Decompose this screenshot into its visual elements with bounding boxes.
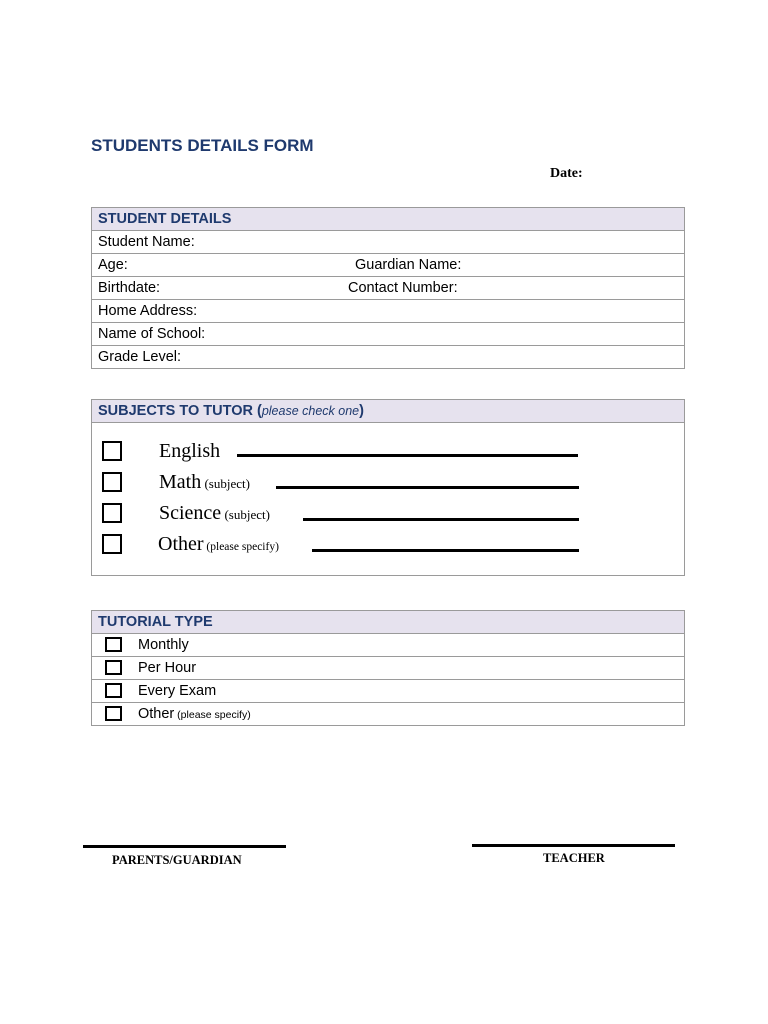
tutorial-type-header: TUTORIAL TYPE <box>92 611 684 634</box>
other-subject-text: Other <box>158 533 204 555</box>
form-title: STUDENTS DETAILS FORM <box>91 136 314 155</box>
subjects-header-close: ) <box>359 403 364 419</box>
birthdate-label: Birthdate: <box>98 280 161 296</box>
date-label: Date: <box>550 166 583 181</box>
tutorial-every-exam-row[interactable] <box>92 680 684 703</box>
english-text: English <box>159 440 221 462</box>
teacher-signature-line[interactable] <box>472 844 675 847</box>
science-label <box>159 501 270 527</box>
english-write-line[interactable] <box>237 454 578 457</box>
tutorial-per-hour-row[interactable] <box>92 657 684 680</box>
birthdate-contact-row[interactable] <box>92 277 684 300</box>
subjects-header-open: ( <box>252 403 262 419</box>
other-subject-checkbox[interactable] <box>102 534 122 554</box>
subjects-section <box>91 399 685 576</box>
other-subject-note: (please specify) <box>203 541 279 553</box>
tutorial-other-row[interactable] <box>92 703 684 725</box>
tutorial-monthly-row[interactable] <box>92 634 684 657</box>
subjects-header-note: please check one <box>261 404 360 418</box>
science-note: (subject) <box>221 507 270 522</box>
other-type-note: (please specify) <box>174 709 251 721</box>
contact-number-label: Contact Number: <box>348 280 458 296</box>
science-checkbox[interactable] <box>102 503 122 523</box>
science-write-line[interactable] <box>303 518 579 521</box>
english-checkbox[interactable] <box>102 441 122 461</box>
math-text: Math <box>159 471 202 493</box>
school-label: Name of School: <box>98 326 206 342</box>
other-subject-write-line[interactable] <box>312 549 579 552</box>
parent-signature-label: PARENTS/GUARDIAN <box>112 853 242 867</box>
other-type-text: Other <box>138 706 175 722</box>
grade-level-label: Grade Level: <box>98 349 182 365</box>
other-subject-label <box>158 532 279 559</box>
subjects-list <box>92 423 684 575</box>
student-details-header: STUDENT DETAILS <box>92 208 684 231</box>
math-checkbox[interactable] <box>102 472 122 492</box>
science-text: Science <box>159 502 222 524</box>
home-address-label: Home Address: <box>98 303 198 319</box>
student-details-section <box>91 207 685 369</box>
subjects-header-title: SUBJECTS TO TUTOR <box>98 403 253 419</box>
monthly-label: Monthly <box>138 637 189 653</box>
school-row[interactable] <box>92 323 684 346</box>
student-name-row[interactable] <box>92 231 684 254</box>
math-write-line[interactable] <box>276 486 579 489</box>
math-label <box>159 470 250 496</box>
grade-level-row[interactable] <box>92 346 684 368</box>
teacher-signature-label: TEACHER <box>543 851 605 865</box>
parent-signature-line[interactable] <box>83 845 286 848</box>
home-address-row[interactable] <box>92 300 684 323</box>
math-note: (subject) <box>201 476 250 491</box>
per-hour-checkbox[interactable] <box>105 660 122 675</box>
tutorial-type-section <box>91 610 685 726</box>
guardian-name-label: Guardian Name: <box>355 257 462 273</box>
student-name-label: Student Name: <box>98 234 195 250</box>
monthly-checkbox[interactable] <box>105 637 122 652</box>
age-label: Age: <box>98 257 128 273</box>
age-guardian-row[interactable] <box>92 254 684 277</box>
every-exam-label: Every Exam <box>138 683 217 699</box>
other-type-label <box>138 703 251 726</box>
every-exam-checkbox[interactable] <box>105 683 122 698</box>
subjects-header <box>92 400 684 423</box>
english-label <box>159 439 220 465</box>
other-type-checkbox[interactable] <box>105 706 122 721</box>
per-hour-label: Per Hour <box>138 660 197 676</box>
